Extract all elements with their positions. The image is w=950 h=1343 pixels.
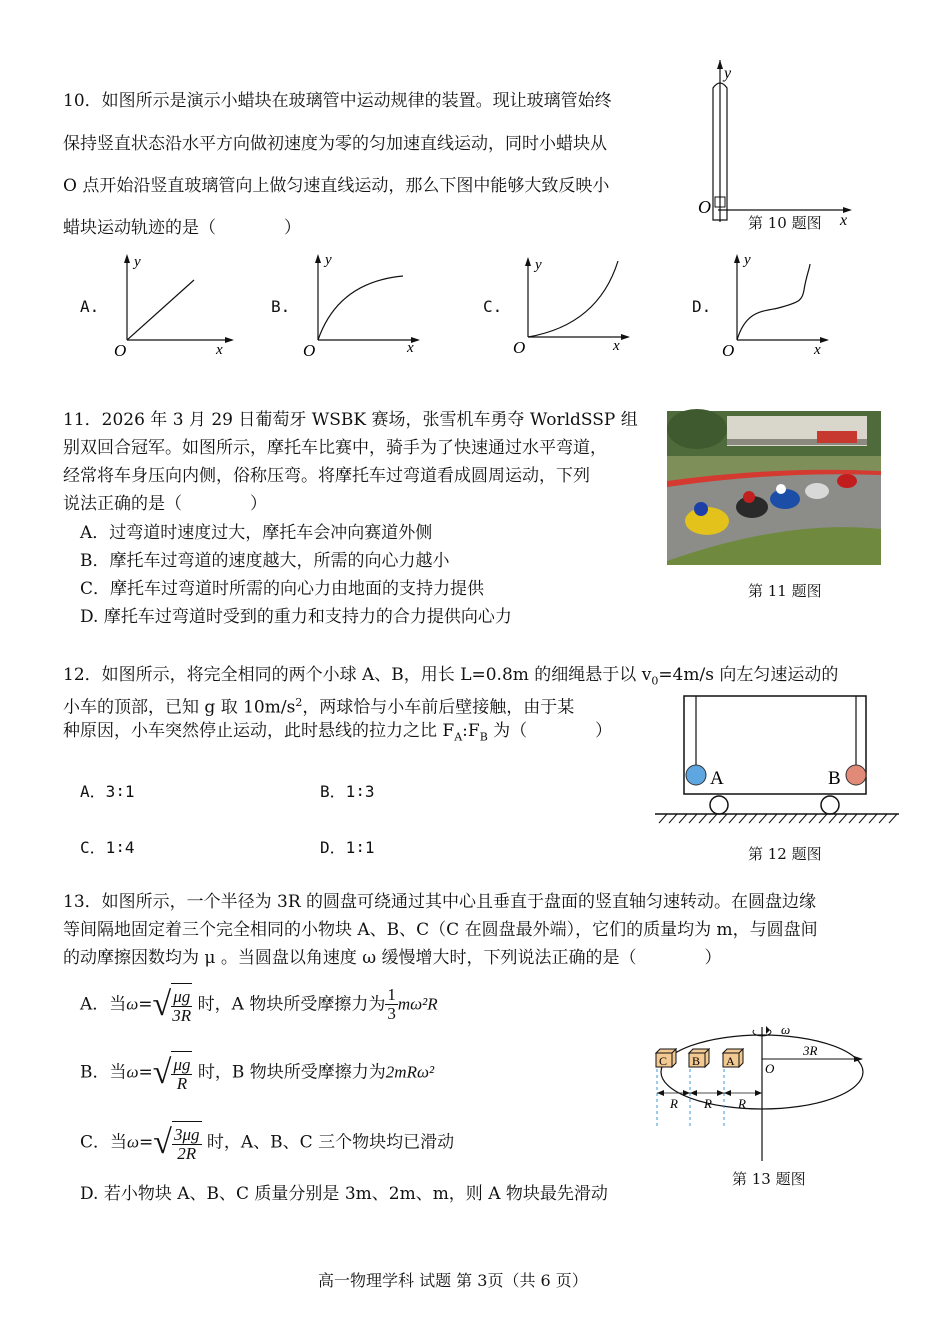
q13-a-pre: A．当	[80, 994, 127, 1015]
q13-block-a: A	[726, 1054, 735, 1068]
q13-c-mid: 时，A、B、C 三个物块均已滑动	[201, 1132, 455, 1153]
q10-b-origin: O	[303, 341, 316, 360]
q13-c-den: 2R	[177, 1144, 197, 1164]
q12-line-2	[63, 692, 574, 719]
q11-motorcycle-photo	[667, 411, 881, 565]
q12-cart-figure	[655, 693, 905, 833]
q13-b-den: R	[176, 1074, 188, 1094]
q11-option-a: A．过弯道时速度过大，摩托车会冲向赛道外侧	[80, 523, 433, 543]
q11-option-d: D. 摩托车过弯道时受到的重力和支持力的合力提供向心力	[80, 607, 512, 627]
q10-c-x: x	[613, 338, 620, 354]
q10-option-a-label: A.	[80, 297, 100, 316]
q13-b-sqrt: √ $\frac{\mu g}{R}$	[153, 1050, 193, 1096]
q10-tube-origin: O	[698, 197, 711, 217]
q10-option-a-graph	[112, 252, 242, 360]
q13-a-eq: =	[138, 994, 153, 1015]
q12-option-b: B．1∶3	[320, 782, 375, 801]
q13-figure-caption: 第 13 题图	[732, 1170, 806, 1188]
q13-seg-2: R	[704, 1096, 712, 1111]
q10-d-origin: O	[722, 341, 735, 360]
q10-a-y: y	[134, 254, 141, 270]
q13-line-2: 等间隔地固定着三个完全相同的小物块 A、B、C（C 在圆盘最外端），它们的质量均为 m，与圆盘间	[63, 920, 818, 940]
q11-line-3: 经常将车身压向内侧，俗称压弯。将摩托车过弯道看成圆周运动，下列	[63, 466, 590, 486]
q10-option-c-graph	[513, 255, 643, 360]
q13-seg-1: R	[670, 1096, 678, 1111]
q13-b-num: μg	[173, 1055, 191, 1075]
q10-d-x: x	[814, 342, 821, 358]
q12-line-2-a: 小车的顶部，已知 g 取 10m/s	[63, 697, 296, 718]
q13-fig-radius: 3R	[803, 1043, 818, 1058]
q13-c-num: 3μg	[173, 1125, 200, 1145]
q11-line-4: 说法正确的是（ ）	[63, 494, 267, 514]
q11-line-2: 别双回合冠军。如图所示，摩托车比赛中，骑手为了快速通过水平弯道，	[63, 438, 607, 458]
q13-a-fden: 3	[387, 1004, 396, 1024]
q12-line-3-a: 种原因，小车突然停止运动，此时悬线的拉力之比 F	[63, 721, 455, 741]
q12-line-3-sub-a: A	[454, 730, 463, 744]
q12-line-1-a: 12．如图所示，将完全相同的两个小球 A、B，用长 L=0.8m 的细绳悬于以 v	[63, 665, 652, 685]
q11-figure-caption: 第 11 题图	[748, 582, 822, 600]
q10-b-y: y	[325, 252, 332, 268]
q13-a-num: μg	[173, 987, 191, 1007]
q12-line-3	[63, 720, 612, 748]
q12-figure-caption: 第 12 题图	[748, 845, 822, 863]
q13-b-mid: 时，B 物块所受摩擦力为	[192, 1062, 386, 1083]
q10-line-3: O 点开始沿竖直玻璃管向上做匀速直线运动，那么下图中能够大致反映小	[63, 176, 610, 196]
q13-option-d: D. 若小物块 A、B、C 质量分别是 3m、2m、m，则 A 物块最先滑动	[80, 1184, 608, 1204]
q10-option-b-graph	[303, 252, 433, 360]
page-footer: 高一物理学科 试题 第 3页（共 6 页）	[318, 1271, 588, 1290]
q12-option-d: D．1∶1	[320, 838, 375, 857]
q11-option-c: C．摩托车过弯道时所需的向心力由地面的支持力提供	[80, 579, 485, 599]
q12-line-1-sub: 0	[651, 674, 659, 688]
q12-line-3-b: 为（ ）	[487, 721, 613, 741]
q10-b-x: x	[407, 340, 414, 356]
q13-b-eq: =	[138, 1062, 153, 1083]
q10-d-y: y	[744, 252, 751, 268]
q10-option-b-label: B.	[271, 297, 291, 316]
q10-option-c-label: C.	[483, 297, 503, 316]
q11-option-b: B．摩托车过弯道的速度越大，所需的向心力越小	[80, 551, 450, 571]
q13-block-b: B	[692, 1054, 701, 1068]
q10-a-origin: O	[114, 341, 127, 360]
q10-line-2: 保持竖直状态沿水平方向做初速度为零的匀加速直线运动，同时小蜡块从	[63, 134, 607, 154]
q13-a-den: 3R	[172, 1006, 192, 1026]
q12-line-3-mid: :F	[462, 721, 480, 741]
q13-a-omega: ω	[126, 994, 139, 1014]
q10-tube-figure	[690, 60, 870, 230]
q10-option-d-label: D.	[692, 297, 712, 316]
q10-line-1: 10．如图所示是演示小蜡块在玻璃管中运动规律的装置。现让玻璃管始终	[63, 91, 612, 111]
q13-seg-3: R	[738, 1096, 746, 1111]
q10-tube-x-label: x	[840, 212, 848, 229]
q13-block-c: C	[659, 1054, 668, 1068]
q12-line-2-sup: 2	[295, 696, 303, 709]
q13-a-sqrt: √ $\frac{\mu g}{3R}$	[153, 982, 193, 1028]
q12-option-c: C．1∶4	[80, 838, 135, 857]
q13-b-omega: ω	[126, 1062, 139, 1082]
q10-c-y: y	[535, 257, 542, 273]
q13-fig-omega: ω	[781, 1022, 791, 1037]
q13-line-1: 13．如图所示，一个半径为 3R 的圆盘可绕通过其中心且垂直于盘面的竖直轴匀速转动。在圆盘边缘	[63, 892, 817, 912]
q10-figure-caption: 第 10 题图	[748, 214, 822, 232]
q10-tube-y-label: y	[724, 65, 732, 82]
q10-c-origin: O	[513, 338, 526, 357]
q10-a-x: x	[216, 342, 223, 358]
q12-line-1	[63, 664, 838, 692]
q12-line-2-b: ，两球恰与小车前后壁接触，由于某	[302, 697, 575, 718]
q13-c-sqrt: √ $\frac{3\mu g}{2R}$	[153, 1120, 201, 1166]
q13-a-mid: 时，A 物块所受摩擦力为	[192, 994, 386, 1015]
q13-option-a	[80, 982, 438, 1026]
q13-option-c	[80, 1120, 454, 1164]
q13-a-tail: mω²R	[397, 994, 438, 1014]
q13-option-b	[80, 1050, 434, 1094]
q10-line-4: 蜡块运动轨迹的是（ ）	[63, 218, 301, 238]
q13-fig-origin: O	[765, 1061, 775, 1076]
q13-line-3: 的动摩擦因数均为 μ 。当圆盘以角速度 ω 缓慢增大时，下列说法正确的是（ ）	[63, 948, 722, 968]
q13-c-pre: C．当	[80, 1132, 128, 1153]
q10-option-d-graph	[722, 252, 852, 360]
q12-label-b: B	[828, 768, 841, 789]
q12-label-a: A	[710, 768, 724, 789]
q12-line-3-sub-b: B	[479, 730, 488, 744]
q13-disk-figure	[640, 1015, 880, 1165]
q13-c-omega: ω	[127, 1132, 140, 1152]
q13-a-fnum: 1	[387, 985, 396, 1005]
q12-line-1-b: =4m/s 向左匀速运动的	[658, 665, 839, 685]
q13-c-eq: =	[139, 1132, 154, 1153]
q11-line-1: 11．2026 年 3 月 29 日葡萄牙 WSBK 赛场，张雪机车勇夺 WorldSSP 组	[63, 410, 638, 430]
q13-b-pre: B．当	[80, 1062, 127, 1083]
q13-b-tail: 2mRω²	[385, 1062, 435, 1082]
q12-option-a: A．3∶1	[80, 782, 135, 801]
